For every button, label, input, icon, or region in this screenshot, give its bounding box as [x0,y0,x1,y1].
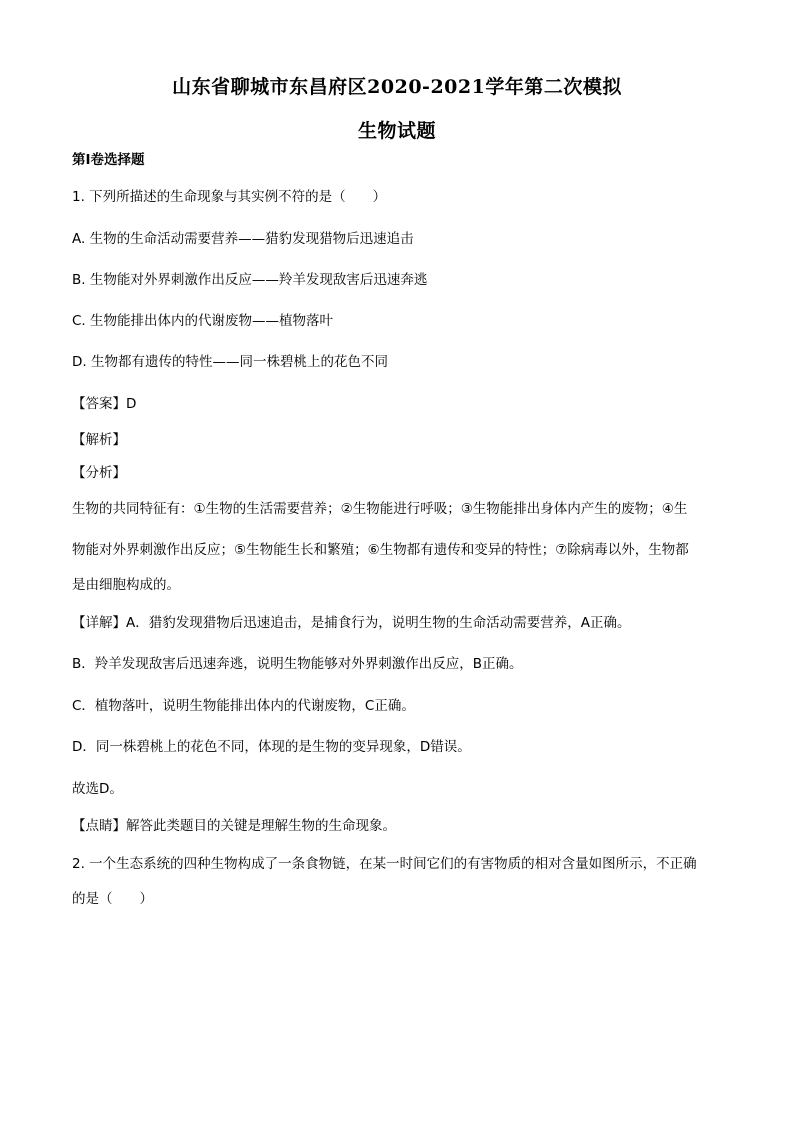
jiexi-label: 【解析】 [72,432,126,448]
question-2-stem-line-2: 的是（ ） [72,891,153,907]
question-1-option-d: D. 生物都有遗传的特性——同一株碧桃上的花色不同 [72,354,388,370]
question-1-option-b: B. 生物能对外界刺激作出反应——羚羊发现敌害后迅速奔逃 [72,272,428,288]
detail-line-c: C．植物落叶，说明生物能排出体内的代谢废物，C正确。 [72,698,415,714]
detail-conclusion: 故选D。 [72,781,123,797]
question-2-stem-line-1: 2. 一个生态系统的四种生物构成了一条食物链，在某一时间它们的有害物质的相对含量如图所示，不正确 [72,856,697,872]
detail-line-d: D．同一株碧桃上的花色不同，体现的是生物的变异现象，D错误。 [72,739,471,755]
section-heading: 第Ⅰ卷选择题 [72,152,145,168]
question-1-stem: 1. 下列所描述的生命现象与其实例不符的是（ ） [72,189,387,205]
analysis-line-1: 生物的共同特征有：①生物的生活需要营养；②生物能进行呼吸；③生物能排出身体内产生的废物；④生 [72,501,688,517]
question-1-option-a: A. 生物的生命活动需要营养——猎豹发现猎物后迅速追击 [72,231,414,247]
answer-label: 【答案】D [72,396,137,412]
question-1-option-c: C. 生物能排出体内的代谢废物——植物落叶 [72,313,334,329]
analysis-line-3: 是由细胞构成的。 [72,577,180,593]
page-subtitle: 生物试题 [357,120,436,142]
detail-line-a: 【详解】A．猎豹发现猎物后迅速追击，是捕食行为，说明生物的生命活动需要营养，A正确。 [72,615,631,631]
page-title: 山东省聊城市东昌府区2020-2021学年第二次模拟 [172,76,622,98]
dianjing-note: 【点睛】解答此类题目的关键是理解生物的生命现象。 [72,818,396,834]
detail-line-b: B．羚羊发现敌害后迅速奔逃，说明生物能够对外界刺激作出反应，B正确。 [72,656,523,672]
analysis-line-2: 物能对外界刺激作出反应；⑤生物能生长和繁殖；⑥生物都有遗传和变异的特性；⑦除病毒以外，生物都 [72,542,689,558]
fenxi-label: 【分析】 [72,465,126,481]
